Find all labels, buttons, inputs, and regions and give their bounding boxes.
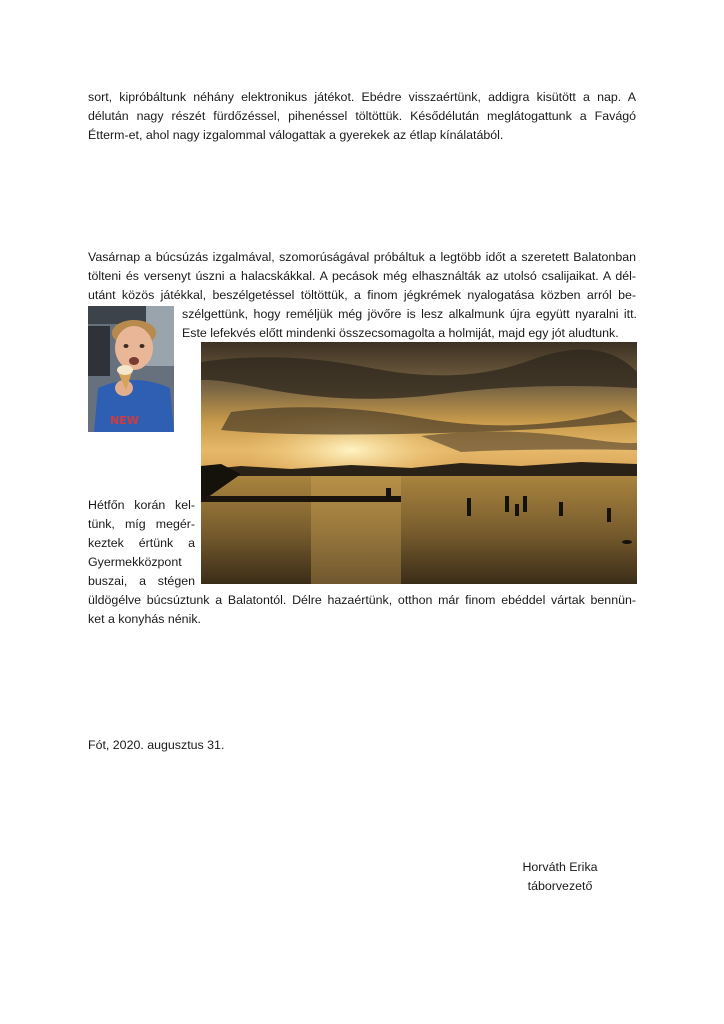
text-line: utánt közös játékkal, beszélgetéssel töltöttük, a finom jégkrémek nyalogatása közben arról be-	[88, 288, 636, 302]
signature-name: Horváth Erika	[522, 860, 598, 874]
text-line: Étterm-et, ahol nagy izgalommal válogattak a gyerekek az étlap kínálatából.	[88, 128, 504, 142]
date-line: Fót, 2020. augusztus 31.	[88, 738, 225, 752]
text-line: ket a konyhás nénik.	[88, 612, 201, 626]
paragraph-1	[88, 88, 636, 145]
photo-sunset-graphic	[201, 342, 637, 584]
text-line: Hétfőn korán kel-	[88, 498, 195, 512]
photo-boy-ice-cream	[88, 306, 174, 432]
text-line: délután nagy részét fürdőzéssel, pihenéssel töltöttük. Késődélután meglátogattunk a Favágó	[88, 109, 636, 123]
text-line: sort, kipróbáltunk néhány elektronikus játékot. Ebédre visszaértünk, addigra kisütött a nap. A	[88, 90, 636, 104]
signature-block	[505, 858, 615, 896]
text-line: tünk, míg megér-	[88, 517, 195, 531]
paragraph-2	[88, 248, 636, 305]
text-line: szélgettünk, hogy reméljük még jövőre is lesz alkalmunk újra együtt nyaralni itt.	[182, 307, 637, 321]
paragraph-3	[88, 591, 636, 629]
svg-text:NEW: NEW	[110, 414, 139, 427]
photo-boy-graphic	[88, 306, 174, 432]
text-line: Gyermekközpont	[88, 555, 182, 569]
text-line: Este lefekvés előtt mindenki összecsomagolta a holmiját, majd egy jót aludtunk.	[182, 326, 619, 340]
paragraph-3-wrap-column	[88, 496, 195, 591]
signature-role: táborvezető	[527, 879, 593, 893]
text-line: keztek értünk a	[88, 536, 195, 550]
text-line: üldögélve búcsúztunk a Balatontól. Délre hazaértünk, otthon már finom ebéddel vártak bennün-	[88, 593, 636, 607]
text-line: Vasárnap a búcsúzás izgalmával, szomorúságával próbáltuk a legtöbb időt a szeretett Balatonban	[88, 250, 636, 264]
text-line: buszai, a stégen	[88, 574, 195, 588]
text-line: tölteni és versenyt úszni a halacskákkal. A pecások még elhasználták az utolsó csalijaikat. A dél-	[88, 269, 636, 283]
photo-lake-sunset	[201, 342, 637, 584]
